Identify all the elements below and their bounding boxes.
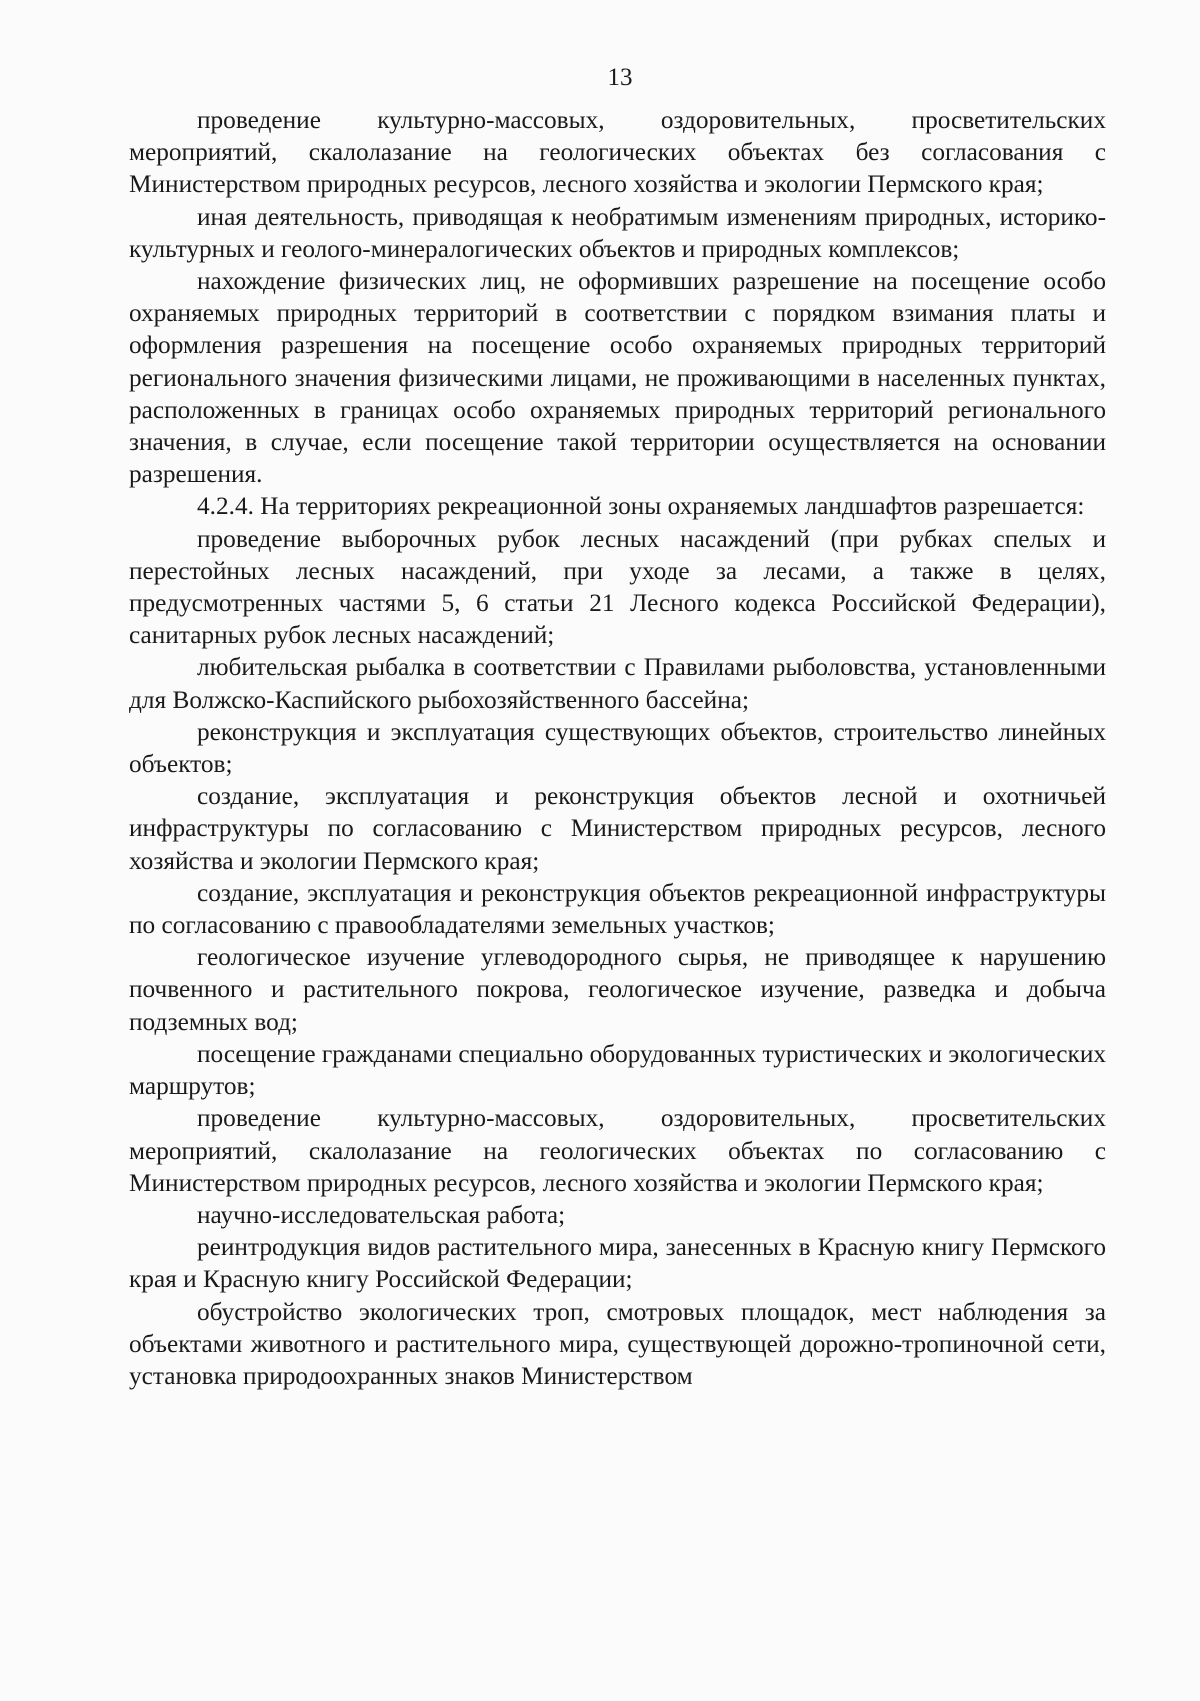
paragraph: обустройство экологических троп, смотровых площадок, мест наблюдения за объектами животного и растительного мира, существующей дорожно-тропиночной сети, установка природоохранных знаков Министерством — [129, 1297, 1106, 1390]
paragraph: реконструкция и эксплуатация существующих объектов, строительство линейных объектов; — [129, 717, 1106, 779]
paragraph: проведение выборочных рубок лесных насаждений (при рубках спелых и перестойных лесных насаждений, при уходе за лесами, а также в целях, предусмотренных частями 5, 6 статьи 21 Лесного кодекса Российской Федерации), санитарных рубок лесных насаждений; — [129, 524, 1106, 650]
paragraph: посещение гражданами специально оборудованных туристических и экологических маршрутов; — [129, 1039, 1107, 1101]
paragraph: реинтродукция видов растительного мира, занесенных в Красную книгу Пермского края и Красную книгу Российской Федерации; — [129, 1233, 1106, 1294]
paragraph: создание, эксплуатация и реконструкция объектов лесной и охотничьей инфраструктуры по согласованию с Министерством природных ресурсов, лесного хозяйства и экологии Пермского края; — [129, 782, 1106, 875]
page-number: 13 — [607, 64, 633, 91]
paragraph: создание, эксплуатация и реконструкция объектов рекреационной инфраструктуры по согласованию с правообладателями земельных участков; — [129, 878, 1106, 940]
paragraph: любительская рыбалка в соответствии с Правилами рыболовства, установленными для Волжско-Каспийского рыбохозяйственного бассейна; — [129, 653, 1106, 714]
paragraph: проведение культурно-массовых, оздоровительных, просветительских мероприятий, скалолазание на геологических объектах без согласования с Министерством природных ресурсов, лесного хозяйства и экологии Пермского края; — [129, 106, 1106, 199]
paragraph: нахождение физических лиц, не оформивших разрешение на посещение особо охраняемых природных территорий в соответствии с порядком взимания платы и оформления разрешения на посещение особо охраняемых природных территорий регионального значения физическими лицами, не проживающими в населенных пунктах, расположенных в границах особо охраняемых природных территорий регионального значения, в случае, если посещение такой территории осуществляется на основании разрешения. — [129, 267, 1106, 489]
paragraph: научно-исследовательская работа; — [197, 1200, 566, 1229]
paragraph: иная деятельность, приводящая к необратимым изменениям природных, историко-культурных и геолого-минералогических объектов и природных комплексов; — [129, 202, 1106, 263]
section-heading-paragraph: 4.2.4. На территориях рекреационной зоны охраняемых ландшафтов разрешается: — [197, 492, 1085, 521]
paragraph: геологическое изучение углеводородного сырья, не приводящее к нарушению почвенного и растительного покрова, геологическое изучение, разведка и добыча подземных вод; — [129, 943, 1106, 1036]
paragraph: проведение культурно-массовых, оздоровительных, просветительских мероприятий, скалолазание на геологических объектах по согласованию с Министерством природных ресурсов, лесного хозяйства и экологии Пермского края; — [129, 1104, 1106, 1197]
document-body — [129, 104, 1106, 1392]
